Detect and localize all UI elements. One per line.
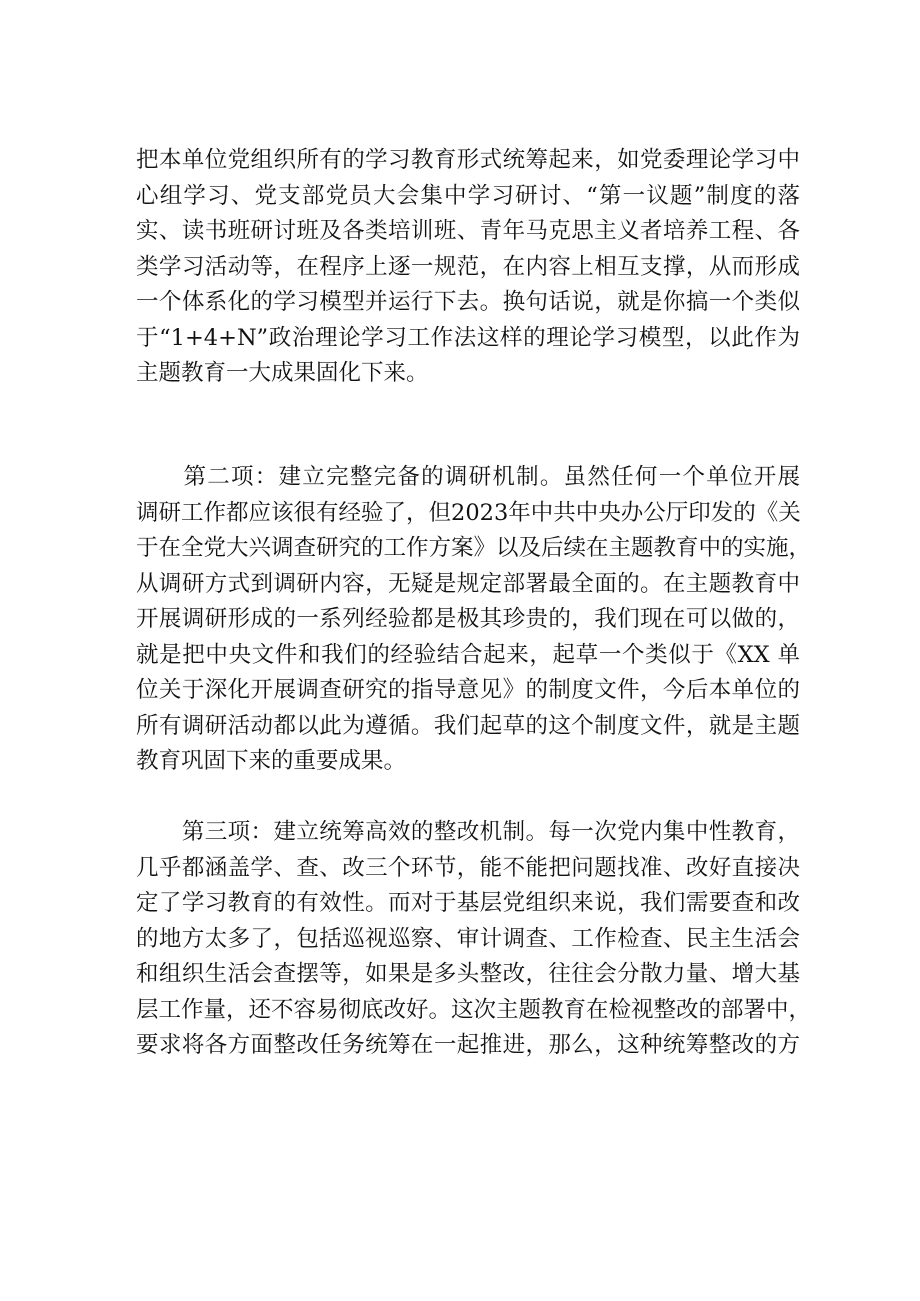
text-line: 把本单位党组织所有的学习教育形式统筹起来，如党委理论学习中	[136, 147, 800, 173]
text-line: 主题教育一大成果固化下来。	[136, 360, 429, 386]
text-line: 层工作量，还不容易彻底改好。这次主题教育在检视整改的部署中，	[136, 996, 812, 1023]
text-line: 第三项：建立统筹高效的整改机制。每一次党内集中性教育，	[136, 819, 800, 845]
text-line: 调研工作都应该很有经验了，但2023年中共中央办公厅印发的《关	[136, 499, 801, 526]
text-line: 第二项：建立完整完备的调研机制。虽然任何一个单位开展	[136, 464, 800, 490]
text-line: 于在全党大兴调查研究的工作方案》以及后续在主题教育中的实施，	[136, 535, 812, 561]
text-line: 从调研方式到调研内容，无疑是规定部署最全面的。在主题教育中	[136, 570, 800, 597]
text-line: 类学习活动等，在程序上逐一规范，在内容上相互支撑，从而形成	[136, 253, 800, 280]
paragraph-learning-model	[136, 143, 800, 392]
text-line: 实、读书班研讨班及各类培训班、青年马克思主义者培养工程、各	[136, 218, 800, 244]
text-line: 定了学习教育的有效性。而对于基层党组织来说，我们需要查和改	[136, 890, 800, 916]
text-line: 位关于深化开展调查研究的指导意见》的制度文件，今后本单位的	[136, 677, 800, 703]
text-line: 于“1+4+N”政治理论学习工作法这样的理论学习模型，以此作为	[136, 324, 800, 351]
text-line: 要求将各方面整改任务统筹在一起推进，那么，这种统筹整改的方	[136, 1032, 800, 1058]
paragraph-rectification-mechanism	[136, 815, 812, 1064]
text-line: 和组织生活会查摆等，如果是多头整改，往往会分散力量、增大基	[136, 961, 800, 987]
text-line: 一个体系化的学习模型并运行下去。换句话说，就是你搞一个类似	[136, 289, 800, 315]
text-line: 开展调研形成的一系列经验都是极其珍贵的，我们现在可以做的，	[136, 606, 800, 632]
text-line: 的地方太多了，包括巡视巡察、审计调查、工作检查、民主生活会	[136, 925, 800, 952]
text-line: 几乎都涵盖学、查、改三个环节，能不能把问题找准、改好直接决	[136, 854, 800, 881]
text-line: 所有调研活动都以此为遵循。我们起草的这个制度文件，就是主题	[136, 712, 800, 739]
text-line: 教育巩固下来的重要成果。	[136, 748, 407, 774]
text-line: 就是把中央文件和我们的经验结合起来，起草一个类似于《XX 单	[136, 641, 800, 668]
text-line: 心组学习、党支部党员大会集中学习研讨、“第一议题”制度的落	[136, 182, 800, 209]
paragraph-research-mechanism	[136, 460, 812, 780]
